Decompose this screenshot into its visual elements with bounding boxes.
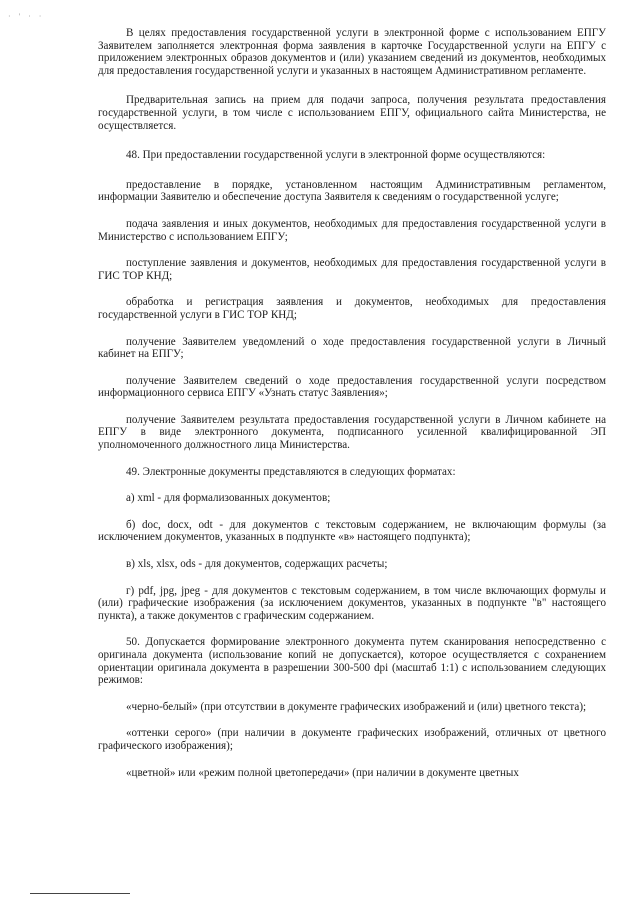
list-item-status-info: получение Заявителем сведений о ходе предоставления государственной услуги посредством информационного сервиса ЕПГУ «Узнать статус Заявления»; [98,374,606,400]
list-item-submission: подача заявления и иных документов, необходимых для предоставления государственной услуги в Министерство с использованием ЕПГУ; [98,217,606,243]
footer-rule [30,893,130,894]
paragraph-48-heading: 48. При предоставлении государственной услуги в электронной форме осуществляются: [126,149,546,162]
list-item-notifications: получение Заявителем уведомлений о ходе предоставления государственной услуги в Личный кабинет на ЕПГУ; [98,335,606,361]
format-item-g: г) pdf, jpg, jpeg - для документов с текстовым содержанием, в том числе включающих формулы и (или) графические изображения (за исключением документов, указанных в подпункте "в" настоящего пункта), а также документов с графическим содержанием. [98,584,606,622]
list-item-result-receipt: получение Заявителем результата предоставления государственной услуги в Личном кабинете на ЕПГУ в виде электронного документа, подписанного усиленной квалифицированной ЭП уполномоченного должностного лица Министерства. [98,413,606,452]
paragraph-epgu-application: В целях предоставления государственной услуги в электронной форме с использованием ЕПГУ Заявителем заполняется электронная форма заявления в карточке Государственной услуги на ЕПГУ с приложением электронных образов документов и (или) указанием сведений из документов, необходимых для предоставления государственной услуги и указанных в настоящем Административном регламенте. [98,27,606,77]
format-item-b: б) doc, docx, odt - для документов с текстовым содержанием, не включающим формулы (за исключением документов, указанных в подпункте «в» настоящего подпункта); [98,518,606,544]
list-item-processing-registration: обработка и регистрация заявления и документов, необходимых для предоставления государственной услуги в ГИС ТОР КНД; [98,296,606,321]
paragraph-50-scanning: 50. Допускается формирование электронного документа путем сканирования непосредственно с оригинала документа (использование копий не допускается), которое осуществляется с сохранением ориентации оригинала документа в разрешении 300-500 dpi (масштаб 1:1) с использованием следующих режимов: [98,636,606,687]
format-item-a: а) xml - для формализованных документов; [126,492,331,505]
mode-grayscale: «оттенки серого» (при наличии в документе графических изображений, отличных от цветного графического изображения); [98,727,606,752]
list-item-information-provision: предоставление в порядке, установленном настоящим Административным регламентом, информации Заявителю и обеспечение доступа Заявителя к сведениям о государственной услуге; [98,178,606,204]
document-body [98,27,606,779]
scan-artifact: · ' · · [8,12,45,21]
format-item-v: в) xls, xlsx, ods - для документов, содержащих расчеты; [126,558,388,571]
mode-color: «цветной» или «режим полной цветопередачи» (при наличии в документе цветных [126,766,519,779]
mode-black-white: «черно-белый» (при отсутствии в документе графических изображений и (или) цветного текста); [126,700,587,713]
paragraph-49-heading: 49. Электронные документы представляются в следующих форматах: [126,465,456,478]
list-item-receipt-gis: поступление заявления и документов, необходимых для предоставления государственной услуги в ГИС ТОР КНД; [98,257,606,282]
paragraph-preliminary-appointment: Предварительная запись на прием для подачи запроса, получения результата предоставления государственной услуги, в том числе с использованием ЕПГУ, официального сайта Министерства, не осуществляется. [98,94,606,132]
